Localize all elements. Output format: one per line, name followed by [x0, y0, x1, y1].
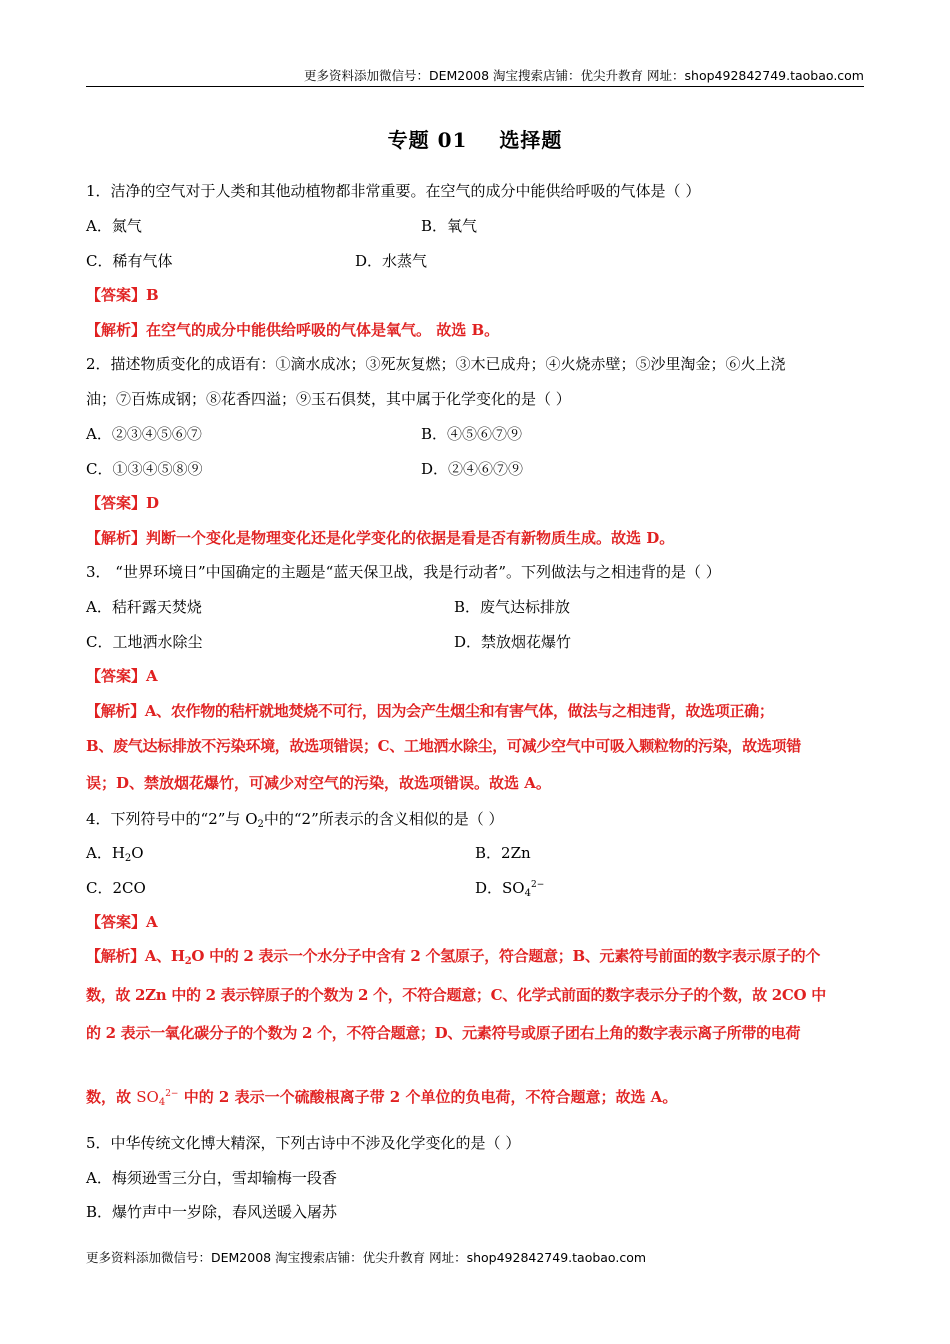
q4-analysis-line2: 数，故 2Zn 中的 2 表示锌原子的个数为 2 个，不符合题意；C、化学式前面的数字表示分子的个数，故 2CO 中 — [86, 986, 826, 1004]
q3-stem: 3． “世界环境日”中国确定的主题是“蓝天保卫战，我是行动者”。下列做法与之相违背的是（ ） — [86, 563, 721, 581]
q3-option-c: C．工地洒水除尘 — [86, 633, 203, 651]
q5-stem: 5．中华传统文化博大精深，下列古诗中不涉及化学变化的是（ ） — [86, 1134, 521, 1152]
q4-option-a: A．$H_2O$ — [86, 844, 144, 864]
q1-option-a: A．氮气 — [86, 217, 142, 235]
q4-analysis-line4: 数，故 $SO_4^{2-}$ 中的 2 表示一个硫酸根离子带 2 个单位的负电荷，不符合题意；故选 A。 — [86, 1088, 678, 1108]
header-rule — [86, 86, 864, 87]
q1-option-c: C．稀有气体 — [86, 252, 173, 270]
q2-option-b: B．④⑤⑥⑦⑨ — [421, 425, 523, 443]
q3-analysis-line1: 【解析】A、农作物的秸杆就地焚烧不可行，因为会产生烟尘和有害气体，做法与之相违背，故选项正确； — [86, 702, 774, 720]
q3-analysis-line2: B、废气达标排放不污染环境，故选项错误；C、工地洒水除尘，可减少空气中可吸入颗粒物的污染，故选项错 — [86, 737, 801, 755]
q1-analysis: 【解析】在空气的成分中能供给呼吸的气体是氧气。 故选 B。 — [86, 321, 500, 339]
page-header: 更多资料添加微信号：DEM2008 淘宝搜索店铺：优尖升教育 网址：shop492842749.taobao.com — [303, 68, 864, 83]
page-footer: 更多资料添加微信号：DEM2008 淘宝搜索店铺：优尖升教育 网址：shop492842749.taobao.com — [86, 1250, 647, 1265]
q3-answer: 【答案】A — [86, 667, 158, 685]
q2-analysis: 【解析】判断一个变化是物理变化还是化学变化的依据是看是否有新物质生成。故选 D。 — [86, 529, 675, 547]
q1-option-b: B．氧气 — [421, 217, 478, 235]
q3-option-d: D．禁放烟花爆竹 — [454, 633, 572, 651]
q2-option-a: A．②③④⑤⑥⑦ — [86, 425, 202, 443]
q4-analysis-line3: 的 2 表示一氧化碳分子的个数为 2 个，不符合题意；D、元素符号或原子团右上角的数字表示离子所带的电荷 — [86, 1024, 801, 1042]
q1-answer: 【答案】B — [86, 286, 159, 304]
q2-answer: 【答案】D — [86, 494, 160, 512]
q2-stem-line1: 2．描述物质变化的成语有：①滴水成冰；③死灰复燃；③木已成舟；④火烧赤壁；⑤沙里淘金；⑥火上浇 — [86, 355, 786, 373]
q4-analysis-line1: 【解析】A、$H_2O$ 中的 2 表示一个水分子中含有 2 个氢原子，符合题意；B、元素符号前面的数字表示原子的个 — [86, 947, 821, 967]
q3-analysis-line3: 误；D、禁放烟花爆竹，可减少对空气的污染，故选项错误。故选 A。 — [86, 774, 551, 792]
sulfate-ion-formula: $SO_4^{2-}$ — [136, 1088, 179, 1108]
q4-stem: 4．下列符号中的“2”与 $O_2$中的“2”所表示的含义相似的是（ ） — [86, 810, 504, 830]
q2-option-d: D．②④⑥⑦⑨ — [421, 460, 524, 478]
q2-stem-line2: 油；⑦百炼成钢；⑧花香四溢；⑨玉石俱焚，其中属于化学变化的是（ ） — [86, 390, 571, 408]
q4-option-c: C．2CO — [86, 879, 146, 897]
q4-option-d: D．$SO_4^{2-}$ — [475, 879, 545, 899]
q1-stem: 1．洁净的空气对于人类和其他动植物都非常重要。在空气的成分中能供给呼吸的气体是（ ） — [86, 182, 701, 200]
q3-option-b: B．废气达标排放 — [454, 598, 571, 616]
q2-option-c: C．①③④⑤⑧⑨ — [86, 460, 203, 478]
q5-option-b: B．爆竹声中一岁除，春风送暖入屠苏 — [86, 1203, 338, 1221]
q1-option-d: D．水蒸气 — [355, 252, 428, 270]
q4-answer: 【答案】A — [86, 913, 158, 931]
q5-option-a: A．梅须逊雪三分白，雪却输梅一段香 — [86, 1169, 337, 1187]
q3-option-a: A．秸秆露天焚烧 — [86, 598, 202, 616]
page-title: 专题 01 选择题 — [387, 128, 563, 152]
q4-option-b: B．2Zn — [475, 844, 531, 862]
